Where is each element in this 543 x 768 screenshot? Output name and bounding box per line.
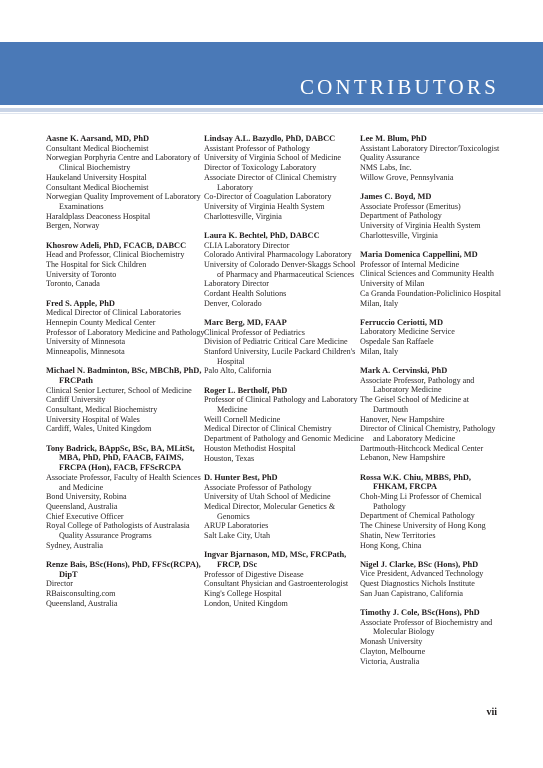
contributor-affiliation-line: Medical Director, Molecular Genetics & Genomics	[204, 501, 336, 521]
contributor-affiliation-line: Consultant Medical Biochemist	[46, 182, 149, 192]
contributor-affiliation-line: Shatin, New Territories	[360, 530, 436, 540]
contributor-affiliation-line: Consultant Medical Biochemist	[46, 143, 149, 153]
contributor-affiliation-line: Houston Methodist Hospital	[204, 443, 296, 453]
contributor-affiliation-line: Quality Assurance	[360, 153, 420, 163]
contributor-affiliation-line: Professor of Digestive Disease	[204, 569, 304, 579]
contributor-name: Fred S. Apple, PhD	[46, 298, 115, 308]
contributor-affiliation-line: Lebanon, New Hampshire	[360, 453, 446, 463]
contributor-name: Aasne K. Aarsand, MD, PhD	[46, 134, 150, 143]
contributor-affiliation-line: Sydney, Australia	[46, 540, 104, 550]
contributor-affiliation-line: The Chinese University of Hong Kong	[360, 521, 486, 531]
contributor-affiliation-line: London, United Kingdom	[204, 598, 288, 608]
contributor-affiliation-line: Choh-Ming Li Professor of Chemical Pathology	[360, 492, 482, 511]
page-number: vii	[486, 707, 497, 718]
contributor-affiliation-line: Haraldplass Deaconess Hospital	[46, 211, 151, 221]
contributor-entry	[46, 444, 206, 551]
contributor-entry	[46, 241, 206, 290]
contributor-affiliation-line: Clinical Sciences and Community Health	[360, 269, 494, 279]
contributor-entry	[360, 560, 506, 599]
contributor-entry	[46, 366, 206, 434]
contributor-affiliation-line: Royal College of Pathologists of Australasia Quality Assurance Programs	[46, 521, 190, 541]
contributor-affiliation-line: University Hospital of Wales	[46, 414, 140, 424]
contributor-affiliation-line: University of Utah School of Medicine	[204, 492, 331, 502]
contributor-name: Khosrow Adeli, PhD, FCACB, DABCC	[46, 240, 187, 250]
contributor-affiliation-line: Willow Grove, Pennsylvania	[360, 172, 454, 182]
contributor-affiliation-line: Chief Executive Officer	[46, 511, 124, 521]
header-rule	[0, 108, 543, 112]
contributor-affiliation-line: Clinical Professor of Pediatrics	[204, 327, 305, 337]
contributor-affiliation-line: Bond University, Robina	[46, 492, 127, 502]
contributor-affiliation-line: Norwegian Porphyria Centre and Laboratory of Clinical Biochemistry	[46, 153, 200, 173]
contributor-affiliation-line: ARUP Laboratories	[204, 521, 269, 531]
contributor-affiliation-line: Professor of Clinical Pathology and Laboratory Medicine	[204, 395, 358, 415]
contributor-affiliation-line: Queensland, Australia	[46, 598, 118, 608]
contributor-name: Nigel J. Clarke, BSc (Hons), PhD	[360, 559, 479, 569]
contributor-entry	[360, 473, 506, 551]
contributor-affiliation-line: Colorado Antiviral Pharmacology Laboratory	[204, 250, 352, 260]
contributor-entry	[360, 250, 506, 308]
contributor-affiliation-line: Milan, Italy	[360, 298, 399, 308]
contributor-name: Michael N. Badminton, BSc, MBChB, PhD, FRCPath	[46, 366, 202, 385]
contributor-affiliation-line: Associate Professor of Pathology	[204, 482, 312, 492]
contributor-entry	[204, 550, 364, 608]
contributor-entry	[46, 134, 206, 231]
contributor-affiliation-line: Ca Granda Foundation-Policlinico Hospital	[360, 288, 501, 298]
contributor-affiliation-line: Houston, Texas	[204, 453, 255, 463]
contributor-affiliation-line: Co-Director of Coagulation Laboratory	[204, 192, 332, 202]
contributor-name: Roger L. Bertholf, PhD	[204, 385, 288, 395]
contributor-affiliation-line: Charlottesville, Virginia	[204, 211, 282, 221]
contributor-affiliation-line: Cardiff, Wales, United Kingdom	[46, 424, 152, 434]
contributor-affiliation-line: Haukeland University Hospital	[46, 172, 147, 182]
contributor-affiliation-line: CLIA Laboratory Director	[204, 240, 290, 250]
header-rule-thin	[0, 113, 543, 114]
contributor-entry	[360, 318, 506, 357]
contributor-affiliation-line: Palo Alto, California	[204, 366, 272, 376]
contributor-affiliation-line: Hong Kong, China	[360, 540, 422, 550]
contributor-affiliation-line: University of Toronto	[46, 269, 117, 279]
contributor-affiliation-line: Assistant Laboratory Director/Toxicologist	[360, 143, 500, 153]
contributor-name: Lindsay A.L. Bazydlo, PhD, DABCC	[204, 134, 336, 143]
contributor-affiliation-line: Salt Lake City, Utah	[204, 531, 271, 541]
contributor-entry	[360, 134, 506, 183]
contributor-affiliation-line: Medical Director of Clinical Laboratories	[46, 308, 181, 318]
contributor-entry	[360, 608, 506, 666]
contributor-affiliation-line: Associate Professor, Faculty of Health Sciences and Medicine	[46, 472, 201, 492]
contributor-entry	[204, 231, 364, 309]
contributor-affiliation-line: Department of Pathology and Genomic Medicine	[204, 434, 364, 444]
contributors-column-3	[360, 134, 506, 676]
contributors-column-2	[204, 134, 364, 618]
contributor-affiliation-line: Hennepin County Medical Center	[46, 317, 156, 327]
contributor-affiliation-line: Consultant, Medical Biochemistry	[46, 405, 158, 415]
contributor-affiliation-line: Norwegian Quality Improvement of Laboratory Examinations	[46, 192, 201, 211]
contributor-affiliation-line: Bergen, Norway	[46, 221, 100, 231]
contributor-name: James C. Boyd, MD	[360, 192, 432, 202]
contributors-column-1	[46, 134, 206, 618]
contributor-affiliation-line: University of Minnesota	[46, 337, 126, 347]
contributor-affiliation-line: Weill Cornell Medicine	[204, 414, 281, 424]
contributor-affiliation-line: Laboratory Director	[204, 279, 269, 289]
contributor-affiliation-line: Director of Toxicology Laboratory	[204, 163, 317, 173]
contributor-affiliation-line: Cardiff University	[46, 395, 106, 405]
contributor-affiliation-line: Professor of Internal Medicine	[360, 259, 460, 269]
contributor-name: Laura K. Bechtel, PhD, DABCC	[204, 230, 320, 240]
contributor-affiliation-line: Division of Pediatric Critical Care Medicine	[204, 337, 348, 347]
contributor-name: Ingvar Bjarnason, MD, MSc, FRCPath, FRCP, DSc	[204, 550, 347, 569]
contributor-affiliation-line: Professor of Laboratory Medicine and Pathology	[46, 327, 205, 337]
contributor-affiliation-line: Vice President, Advanced Technology	[360, 569, 484, 579]
contributor-name: Lee M. Blum, PhD	[360, 134, 427, 143]
contributor-affiliation-line: University of Milan	[360, 279, 425, 289]
contributor-affiliation-line: University of Virginia School of Medicine	[204, 153, 342, 163]
contributor-affiliation-line: Director	[46, 579, 73, 589]
contributor-affiliation-line: Consultant Physician and Gastroenterologist	[204, 579, 349, 589]
page-title: CONTRIBUTORS	[299, 75, 499, 99]
contributor-name: Mark A. Cervinski, PhD	[360, 366, 448, 376]
contributor-affiliation-line: Hanover, New Hampshire	[360, 414, 445, 424]
contributor-affiliation-line: Department of Pathology	[360, 211, 442, 221]
contributor-affiliation-line: Associate Professor, Pathology and Laboratory Medicine	[360, 375, 475, 395]
contributor-entry	[204, 473, 364, 541]
contributor-affiliation-line: Minneapolis, Minnesota	[46, 347, 125, 357]
contributor-entry	[204, 318, 364, 376]
contributor-affiliation-line: Stanford University, Lucile Packard Children's Hospital	[204, 347, 356, 366]
contributor-affiliation-line: University of Virginia Health System	[360, 221, 481, 231]
contributor-affiliation-line: Ospedale San Raffaele	[360, 337, 434, 347]
contributor-affiliation-line: Clayton, Melbourne	[360, 646, 426, 656]
contributor-name: Tony Badrick, BAppSc, BSc, BA, MLitSt, MBA, PhD, PhD, FAACB, FAIMS, FRCPA (Hon), FACB, FFScRCPA	[46, 443, 195, 473]
contributor-name: Ferruccio Ceriotti, MD	[360, 317, 444, 327]
contributor-entry	[360, 366, 506, 463]
contributor-affiliation-line: Medical Director of Clinical Chemistry	[204, 424, 332, 434]
contributor-affiliation-line: NMS Labs, Inc.	[360, 163, 412, 173]
contributor-name: Maria Domenica Cappellini, MD	[360, 250, 478, 260]
contributor-affiliation-line: King's College Hospital	[204, 589, 282, 599]
contributor-affiliation-line: The Geisel School of Medicine at Dartmouth	[360, 395, 470, 414]
contributor-entry	[204, 134, 364, 221]
contributor-affiliation-line: Victoria, Australia	[360, 656, 420, 666]
contributor-name: Marc Berg, MD, FAAP	[204, 317, 287, 327]
contributor-affiliation-line: Assistant Professor of Pathology	[204, 143, 310, 153]
contributor-affiliation-line: Dartmouth-Hitchcock Medical Center	[360, 443, 484, 453]
contributor-entry	[46, 299, 206, 357]
contributor-name: Timothy J. Cole, BSc(Hons), PhD	[360, 608, 480, 618]
contributor-affiliation-line: Laboratory Medicine Service	[360, 327, 455, 337]
contributor-affiliation-line: RBaisconsulting.com	[46, 589, 116, 599]
contributor-affiliation-line: Milan, Italy	[360, 346, 399, 356]
contributor-affiliation-line: Quest Diagnostics Nichols Institute	[360, 579, 475, 589]
contributor-affiliation-line: Charlottesville, Virginia	[360, 230, 438, 240]
contributor-name: Renze Bais, BSc(Hons), PhD, FFSc(RCPA), DipT	[46, 559, 201, 579]
contributor-affiliation-line: Monash University	[360, 637, 423, 647]
contributor-affiliation-line: Associate Director of Clinical Chemistry Laboratory	[204, 172, 337, 192]
contributor-name: D. Hunter Best, PhD	[204, 472, 278, 482]
contributor-affiliation-line: The Hospital for Sick Children	[46, 259, 147, 269]
contributor-entry	[204, 386, 364, 464]
contributor-entry	[46, 560, 206, 609]
contributor-affiliation-line: San Juan Capistrano, California	[360, 588, 463, 598]
contributor-affiliation-line: Queensland, Australia	[46, 501, 118, 511]
contributor-affiliation-line: Toronto, Canada	[46, 279, 100, 289]
contributor-name: Rossa W.K. Chiu, MBBS, PhD, FHKAM, FRCPA	[360, 472, 471, 492]
contributor-affiliation-line: Clinical Senior Lecturer, School of Medicine	[46, 385, 192, 395]
contributor-affiliation-line: University of Virginia Health System	[204, 201, 325, 211]
contributor-affiliation-line: Associate Professor of Biochemistry and Molecular Biology	[360, 617, 493, 637]
contributor-affiliation-line: Department of Chemical Pathology	[360, 511, 475, 521]
contributor-affiliation-line: University of Colorado Denver-Skaggs School of Pharmacy and Pharmaceutical Sciences	[204, 259, 356, 279]
contributor-affiliation-line: Head and Professor, Clinical Biochemistry	[46, 250, 185, 260]
contributor-affiliation-line: Denver, Colorado	[204, 298, 262, 308]
contributor-affiliation-line: Associate Professor (Emeritus)	[360, 201, 461, 211]
contributor-entry	[360, 192, 506, 241]
contributor-affiliation-line: Director of Clinical Chemistry, Pathology and Laboratory Medicine	[360, 424, 496, 443]
contributor-affiliation-line: Cordant Health Solutions	[204, 289, 287, 299]
